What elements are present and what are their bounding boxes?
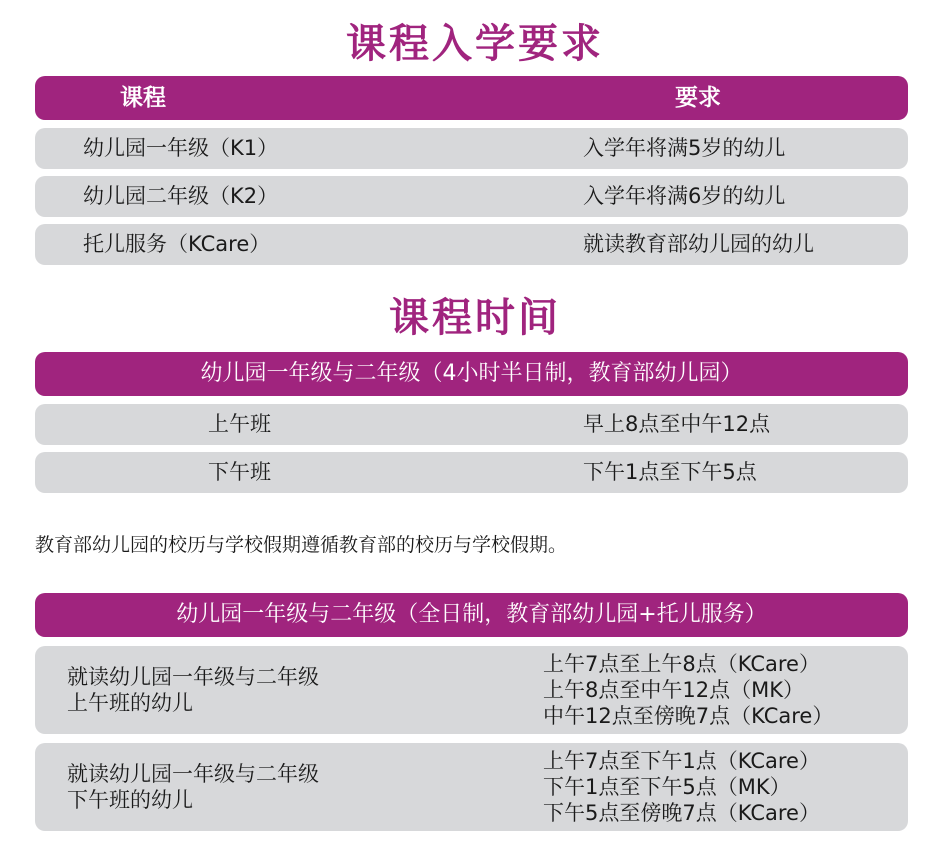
header-program: 课程 [120, 85, 166, 111]
who-line: 就读幼儿园一年级与二年级 [67, 762, 319, 786]
half-day-header: 幼儿园一年级与二年级（4小时半日制，教育部幼儿园） [35, 352, 908, 396]
requirement-cell: 入学年将满5岁的幼儿 [583, 136, 786, 160]
table-row [35, 224, 908, 265]
requirement-cell: 入学年将满6岁的幼儿 [583, 184, 786, 208]
program-cell: 托儿服务（KCare） [83, 232, 271, 256]
time-line: 下午5点至傍晚7点（KCare） [543, 801, 820, 825]
program-cell: 幼儿园二年级（K2） [83, 184, 279, 208]
table-row [35, 452, 908, 493]
time-line: 上午7点至上午8点（KCare） [543, 652, 820, 676]
who-cell [67, 761, 319, 813]
session-cell: 下午班 [208, 460, 271, 484]
time-line: 下午1点至下午5点（MK） [543, 775, 791, 799]
who-line: 就读幼儿园一年级与二年级 [67, 665, 319, 689]
session-cell: 上午班 [208, 412, 271, 436]
table-row [35, 743, 908, 831]
requirements-header [35, 76, 908, 120]
time-line: 上午7点至下午1点（KCare） [543, 749, 820, 773]
time-line: 中午12点至傍晚7点（KCare） [543, 704, 834, 728]
table-row [35, 646, 908, 734]
who-line: 下午班的幼儿 [67, 788, 193, 812]
time-line: 上午8点至中午12点（MK） [543, 678, 804, 702]
calendar-note: 教育部幼儿园的校历与学校假期遵循教育部的校历与学校假期。 [35, 534, 568, 556]
table-row [35, 176, 908, 217]
schedule-title: 课程时间 [389, 295, 561, 341]
table-row [35, 404, 908, 445]
header-requirement: 要求 [675, 85, 721, 111]
program-cell: 幼儿园一年级（K1） [83, 136, 279, 160]
requirement-cell: 就读教育部幼儿园的幼儿 [583, 232, 814, 256]
full-day-header: 幼儿园一年级与二年级（全日制，教育部幼儿园+托儿服务） [35, 593, 908, 637]
requirements-title: 课程入学要求 [346, 21, 604, 67]
who-line: 上午班的幼儿 [67, 691, 193, 715]
time-cell: 下午1点至下午5点 [583, 460, 757, 484]
table-row [35, 128, 908, 169]
who-cell [67, 664, 319, 716]
times-cell [543, 651, 833, 729]
times-cell [543, 748, 820, 826]
time-cell: 早上8点至中午12点 [583, 412, 771, 436]
